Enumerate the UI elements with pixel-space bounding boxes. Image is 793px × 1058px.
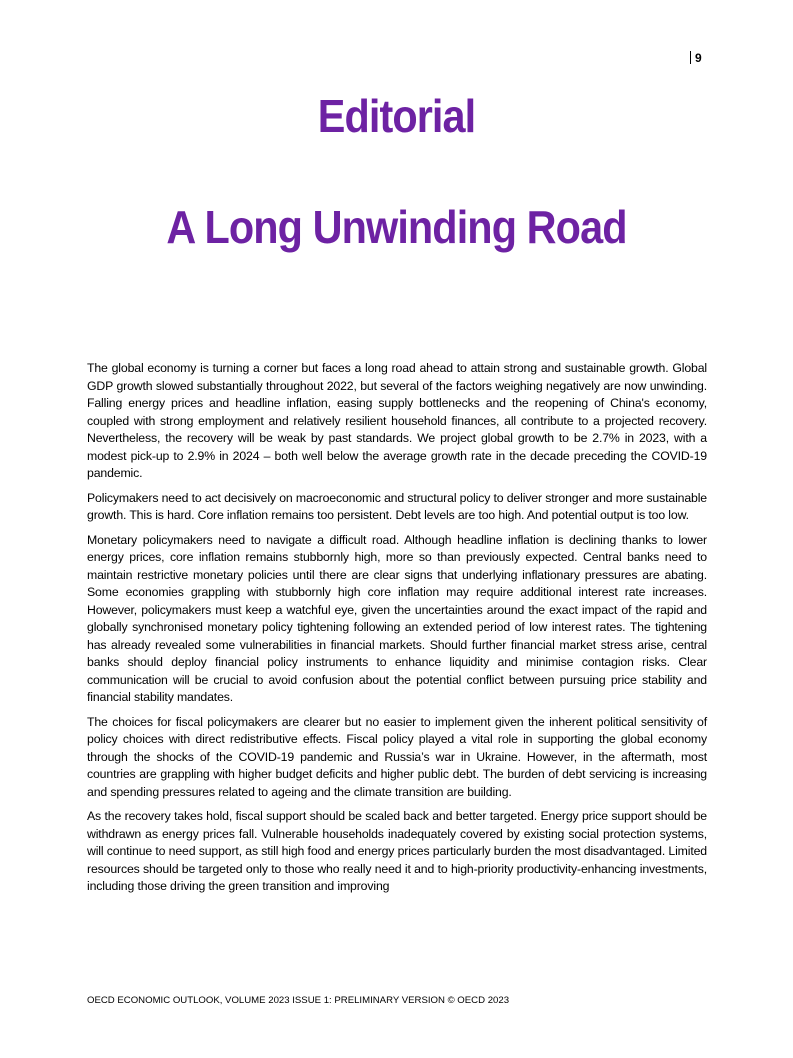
page-number-value: 9 <box>695 51 702 65</box>
editorial-heading: Editorial <box>317 90 476 142</box>
page-footer: OECD ECONOMIC OUTLOOK, VOLUME 2023 ISSUE 1: PRELIMINARY VERSION © OECD 2023 <box>87 995 510 1006</box>
paragraph-5: As the recovery takes hold, fiscal support should be scaled back and better targeted. Energy price support should be withdrawn as energy prices fall. Vulnerable households inadequately covered by existing social protection systems, will continue to need support, as still high food and energy prices particularly burden the most disadvantaged. Limited resources should be targeted only to those who really need it and to high-priority productivity-enhancing investments, including those driving the green transition and improving <box>87 809 707 893</box>
paragraph-1: The global economy is turning a corner but faces a long road ahead to attain strong and sustainable growth. Global GDP growth slowed substantially throughout 2022, but several of the factors weighing negatively are now unwinding. Falling energy prices and headline inflation, easing supply bottlenecks and the reopening of China's economy, coupled with strong employment and relatively resilient household finances, all contribute to a projected recovery. Nevertheless, the recovery will be weak by past standards. We project global growth to be 2.7% in 2023, with a modest pick-up to 2.9% in 2024 – both well below the average growth rate in the decade preceding the COVID-19 pandemic. <box>87 361 707 480</box>
paragraph-3: Monetary policymakers need to navigate a difficult road. Although headline inflation is declining thanks to lower energy prices, core inflation remains stubbornly high, more so than previously expected. Central banks need to maintain restrictive monetary policies until there are clear signs that underlying inflationary pressures are abating. Some economies grappling with stubbornly high core inflation may require additional interest rate increases. However, policymakers must keep a watchful eye, given the uncertainties around the exact impact of the rapid and globally synchronised monetary policy tightening following an extended period of low interest rates. The tightening has already revealed some vulnerabilities in financial markets. Should further financial market stress arise, central banks should deploy financial policy instruments to enhance liquidity and minimise contagion risks. Clear communication will be crucial to avoid confusion about the potential conflict between pursuing price stability and financial stability mandates. <box>87 532 707 704</box>
paragraph-2: Policymakers need to act decisively on macroeconomic and structural policy to deliver stronger and more sustainable growth. This is hard. Core inflation remains too persistent. Debt levels are too high. And potential output is too low. <box>87 490 707 522</box>
page-number-divider <box>690 51 691 64</box>
article-body <box>87 360 707 903</box>
article-title: A Long Unwinding Road <box>166 201 627 253</box>
page-number <box>690 50 702 66</box>
paragraph-4: The choices for fiscal policymakers are clearer but no easier to implement given the inherent political sensitivity of policy choices with direct redistributive effects. Fiscal policy played a vital role in supporting the global economy through the shocks of the COVID-19 pandemic and Russia’s war in Ukraine. However, in the aftermath, most countries are grappling with higher budget deficits and higher public debt. The burden of debt servicing is increasing and spending pressures related to ageing and the climate transition are building. <box>87 714 707 799</box>
